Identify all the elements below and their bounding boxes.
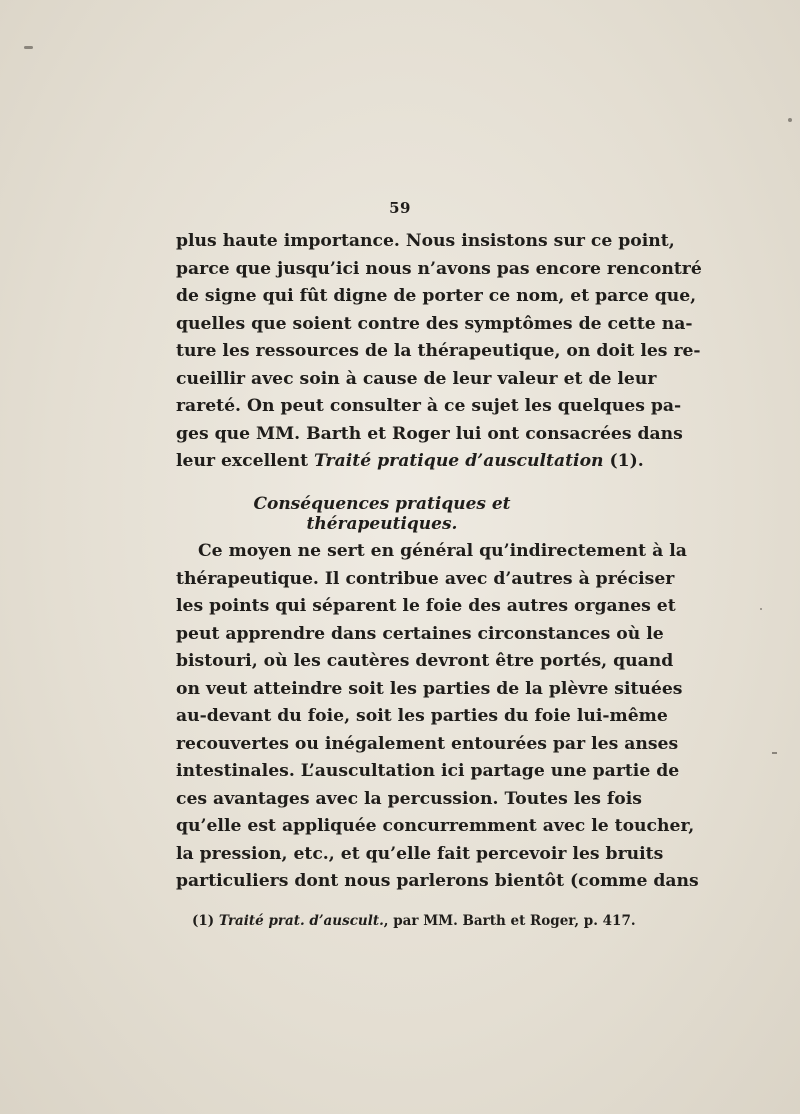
ink-speck	[760, 608, 762, 610]
text-line: ges que MM. Barth et Roger lui ont consacrées dans	[176, 423, 683, 444]
ink-speck	[788, 118, 792, 122]
text-line: au-devant du foie, soit les parties du foie lui-même	[176, 706, 668, 726]
ink-speck	[772, 752, 777, 754]
section-heading: Conséquences pratiques et thérapeutiques.	[253, 494, 511, 534]
footnote	[192, 913, 636, 929]
text-line: quelles que soient contre des symptômes de cette na-	[176, 313, 693, 334]
footnote-text: , par MM. Barth et Roger, p. 417.	[383, 913, 636, 929]
text-line: on veut atteindre soit les parties de la plèvre situées	[176, 678, 683, 699]
footnote-title: Traité prat. d’auscult.	[218, 913, 384, 929]
book-title: Traité pratique d’auscultation	[314, 451, 604, 471]
text-line: bistouri, où les cautères devront être portés, quand	[176, 651, 674, 671]
paragraph-1	[176, 228, 702, 476]
text-line: ture les ressources de la thérapeutique, on doit les re-	[176, 341, 701, 361]
text-line: la pression, etc., et qu’elle fait percevoir les bruits	[176, 843, 664, 864]
text-line-last	[176, 448, 644, 476]
text-line: rareté. On peut consulter à ce sujet les quelques pa-	[176, 396, 682, 416]
paragraph-2	[176, 538, 699, 896]
text-line: les points qui séparent le foie des autres organes et	[176, 596, 676, 616]
text-line: de signe qui fût digne de porter ce nom, et parce que,	[176, 286, 697, 306]
ink-speck	[24, 46, 33, 49]
text-line: thérapeutique. Il contribue avec d’autres à préciser	[176, 568, 675, 589]
text-line: qu’elle est appliquée concurremment avec le toucher,	[176, 816, 695, 836]
text-line: particuliers dont nous parlerons bientôt (comme dans	[176, 871, 699, 891]
text-fragment: leur excellent	[176, 451, 314, 471]
footnote-marker: (1)	[192, 913, 215, 929]
text-line: intestinales. L’auscultation ici partage une partie de	[176, 761, 680, 781]
text-line: recouvertes ou inégalement entourées par les anses	[176, 733, 679, 754]
text-line: plus haute importance. Nous insistons sur ce point,	[176, 231, 675, 251]
text-line: Ce moyen ne sert en général qu’indirectement à la	[198, 541, 687, 561]
text-line: cueillir avec soin à cause de leur valeur et de leur	[176, 368, 657, 389]
text-line: ces avantages avec la percussion. Toutes les fois	[176, 788, 642, 809]
text-line: parce que jusqu’ici nous n’avons pas encore rencontré	[176, 258, 702, 279]
footnote-reference: (1).	[603, 451, 644, 471]
page-number: 59	[389, 199, 411, 217]
text-line: peut apprendre dans certaines circonstances où le	[176, 623, 664, 644]
